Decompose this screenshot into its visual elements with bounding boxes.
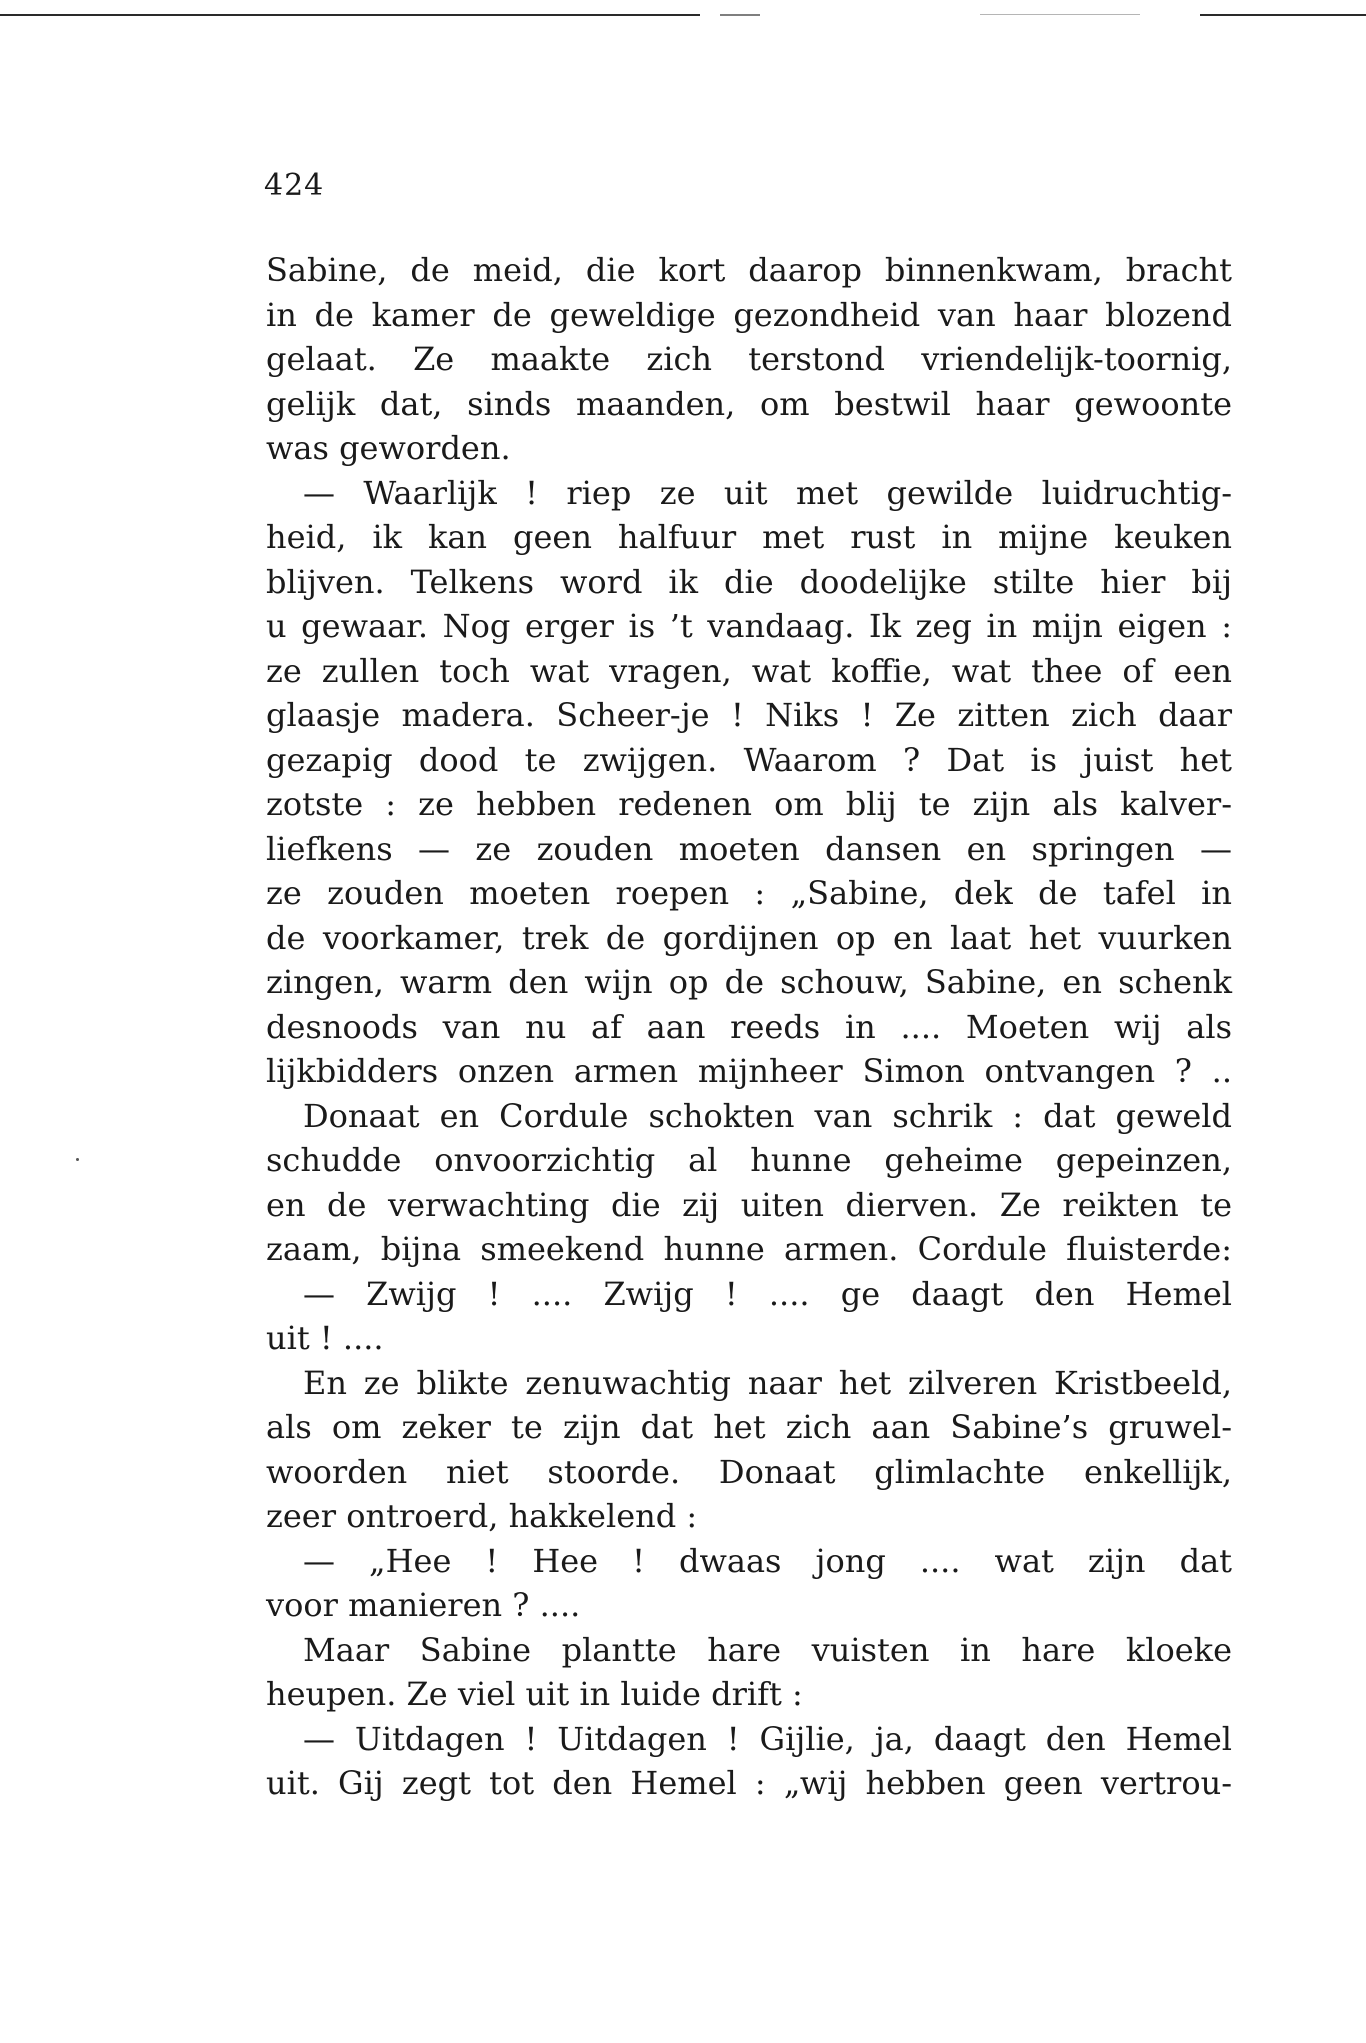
scan-edge-rule: [0, 14, 700, 16]
scan-edge-rule: [720, 14, 760, 16]
text-line: in de kamer de geweldige gezondheid van haar blozend: [266, 295, 1232, 334]
text-line: voor manieren ? ....: [266, 1586, 581, 1624]
text-line: ze zouden moeten roepen : „Sabine, dek de tafel in: [266, 874, 1232, 912]
text-line: En ze blikte zenuwachtig naar het zilveren Kristbeeld,: [303, 1363, 1232, 1402]
text-line: heupen. Ze viel uit in luide drift :: [266, 1675, 803, 1713]
text-line: Maar Sabine plantte hare vuisten in hare kloeke: [303, 1630, 1232, 1669]
text-line: zeer ontroerd, hakkelend :: [266, 1497, 698, 1535]
text-line: Donaat en Cordule schokten van schrik : dat geweld: [303, 1096, 1232, 1135]
text-line: zingen, warm den wijn op de schouw, Sabine, en schenk: [266, 963, 1232, 1001]
text-line: — Zwijg ! .... Zwijg ! .... ge daagt den Hemel: [303, 1274, 1232, 1313]
text-line: heid, ik kan geen halfuur met rust in mijne keuken: [266, 518, 1232, 556]
text-line: u gewaar. Nog erger is ’t vandaag. Ik zeg in mijn eigen :: [266, 607, 1232, 645]
text-line: — „Hee ! Hee ! dwaas jong .... wat zijn dat: [303, 1541, 1232, 1580]
text-line: uit ! ....: [266, 1319, 384, 1357]
text-line: — Uitdagen ! Uitdagen ! Gijlie, ja, daagt den Hemel: [303, 1719, 1232, 1758]
text-line: ze zullen toch wat vragen, wat koffie, wat thee of een: [266, 651, 1232, 690]
text-line: uit. Gij zegt tot den Hemel : „wij hebben geen vertrou-: [266, 1764, 1232, 1802]
text-line: desnoods van nu af aan reeds in .... Moeten wij als: [266, 1007, 1232, 1046]
text-line: de voorkamer, trek de gordijnen op en laat het vuurken: [266, 918, 1232, 957]
text-line: liefkens — ze zouden moeten dansen en springen —: [266, 829, 1232, 868]
text-line: lijkbidders onzen armen mijnheer Simon ontvangen ? ..: [266, 1052, 1232, 1090]
text-line: zotste : ze hebben redenen om blij te zijn als kalver-: [266, 785, 1232, 823]
text-line: gezapig dood te zwijgen. Waarom ? Dat is juist het: [266, 740, 1232, 779]
body-text: [266, 248, 1232, 1806]
text-line: woorden niet stoorde. Donaat glimlachte enkellijk,: [266, 1452, 1232, 1491]
text-line: als om zeker te zijn dat het zich aan Sabine’s gruwel-: [266, 1408, 1232, 1446]
text-line: glaasje madera. Scheer-je ! Niks ! Ze zitten zich daar: [266, 696, 1232, 734]
text-line: gelaat. Ze maakte zich terstond vriendelijk-toornig,: [266, 340, 1232, 378]
scan-speck: [76, 1158, 79, 1161]
text-line: — Waarlijk ! riep ze uit met gewilde luidruchtig-: [303, 473, 1232, 512]
text-line: gelijk dat, sinds maanden, om bestwil haar gewoonte: [266, 384, 1232, 423]
scan-edge-rule: [1200, 14, 1366, 16]
text-line: zaam, bijna smeekend hunne armen. Cordule fluisterde:: [266, 1230, 1232, 1268]
text-line: was geworden.: [266, 429, 511, 467]
page-number: 424: [264, 168, 325, 203]
text-line: en de verwachting die zij uiten dierven. Ze reikten te: [266, 1185, 1232, 1224]
text-line: blijven. Telkens word ik die doodelijke stilte hier bij: [266, 562, 1232, 601]
text-line: Sabine, de meid, die kort daarop binnenkwam, bracht: [266, 251, 1232, 289]
scan-edge-rule: [980, 14, 1140, 15]
text-line: schudde onvoorzichtig al hunne geheime gepeinzen,: [266, 1141, 1232, 1179]
